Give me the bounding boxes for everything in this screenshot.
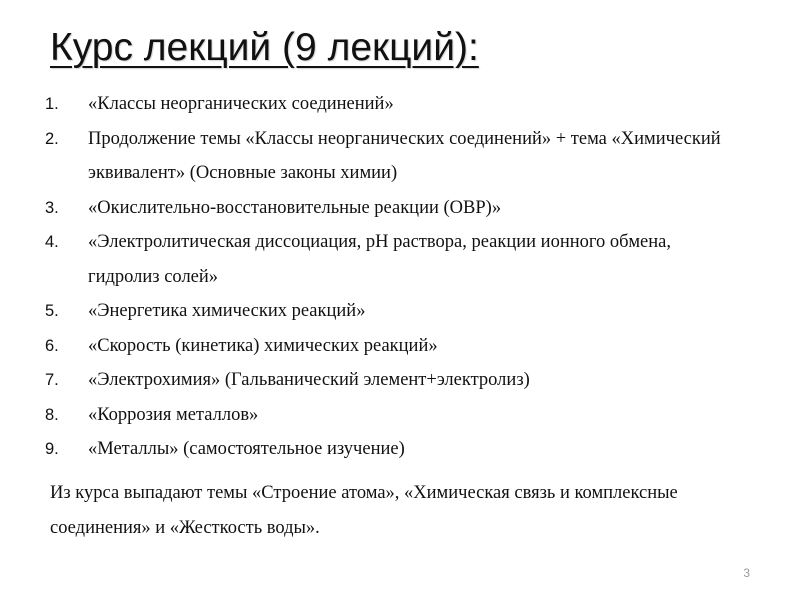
lecture-number: 5. [45,302,59,320]
lecture-title: «Металлы» (самостоятельное изучение) [88,439,405,459]
lecture-title: «Энергетика химических реакций» [88,301,366,321]
lecture-list [0,87,800,467]
lecture-item-4 [0,225,800,294]
lecture-number: 3. [45,198,59,217]
lecture-title: «Электрохимия» (Гальванический элемент+электролиз) [88,370,530,390]
lecture-title: «Окислительно-восстановительные реакции (ОВР)» [88,197,502,218]
lecture-number: 9. [45,440,59,458]
lecture-title: «Коррозия металлов» [88,404,259,425]
lecture-item-2 [0,122,800,191]
lecture-title: Продолжение темы «Классы неорганических соединений» + тема «Химический эквивалент» (Основные законы химии) [88,128,721,183]
lecture-item-9 [0,432,800,467]
lecture-number: 1. [45,95,59,113]
page-number: 3 [743,566,750,580]
lecture-item-5 [0,294,800,329]
lecture-number: 2. [45,129,59,148]
lecture-number: 6. [45,336,59,355]
lecture-number: 8. [45,405,59,424]
lecture-title: «Скорость (кинетика) химических реакций» [88,335,438,356]
lecture-item-8 [0,398,800,433]
lecture-item-6 [0,329,800,364]
lecture-title: «Электролитическая диссоциация, рН раствора, реакции ионного обмена, гидролиз солей» [88,232,672,287]
lecture-item-1 [0,87,800,122]
lecture-number: 4. [45,233,59,251]
slide-title: Курс лекций (9 лекций): [50,26,479,69]
lecture-item-7 [0,363,800,398]
course-note: Из курса выпадают темы «Строение атома», «Химическая связь и комплексные соединения» и «Жесткость воды». [50,483,678,538]
lecture-title: «Классы неорганических соединений» [88,94,394,114]
lecture-item-3 [0,191,800,226]
lecture-number: 7. [45,371,59,389]
